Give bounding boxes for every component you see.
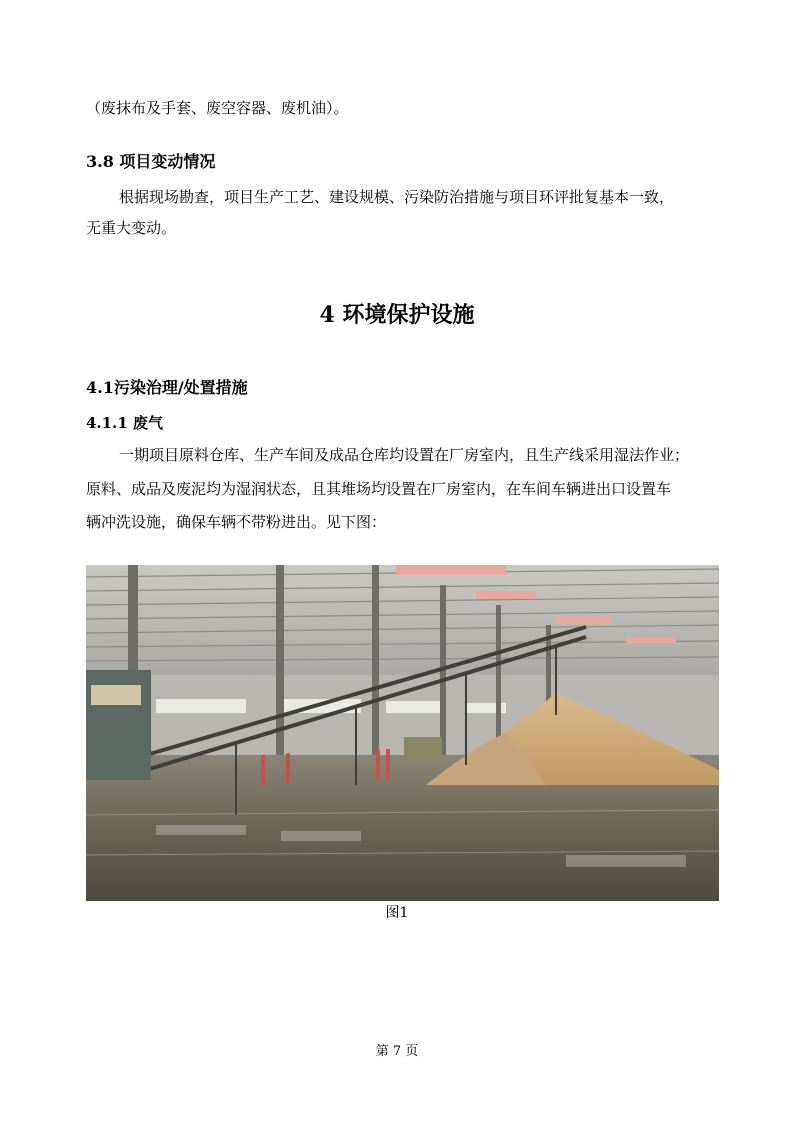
page-number: 第 7 页 — [375, 1044, 419, 1059]
section-heading-4-1: 4.1污染治理/处置措施 — [86, 378, 248, 397]
factory-photo — [86, 565, 719, 901]
paragraph-line: 一期项目原料仓库、生产车间及成品仓库均设置在厂房室内，且生产线采用湿法作业； — [119, 446, 690, 464]
factory-photo-illustration — [86, 565, 719, 901]
paragraph-line: 辆冲洗设施，确保车辆不带粉进出。见下图： — [86, 513, 387, 531]
chapter-title: 4 环境保护设施 — [319, 302, 475, 328]
paragraph-line: 原料、成品及废泥均为湿润状态，且其堆场均设置在厂房室内，在车间车辆进出口设置车 — [86, 480, 672, 498]
subsection-heading-4-1-1: 4.1.1 废气 — [86, 414, 163, 432]
text-line: （废抹布及手套、废空容器、废机油）。 — [86, 99, 349, 117]
paragraph-line: 根据现场勘查，项目生产工艺、建设规模、污染防治措施与项目环评批复基本一致， — [119, 188, 675, 206]
section-heading-3-8: 3.8 项目变动情况 — [86, 152, 216, 171]
figure-caption: 图1 — [385, 905, 409, 921]
paragraph-line: 无重大变动。 — [86, 219, 177, 237]
